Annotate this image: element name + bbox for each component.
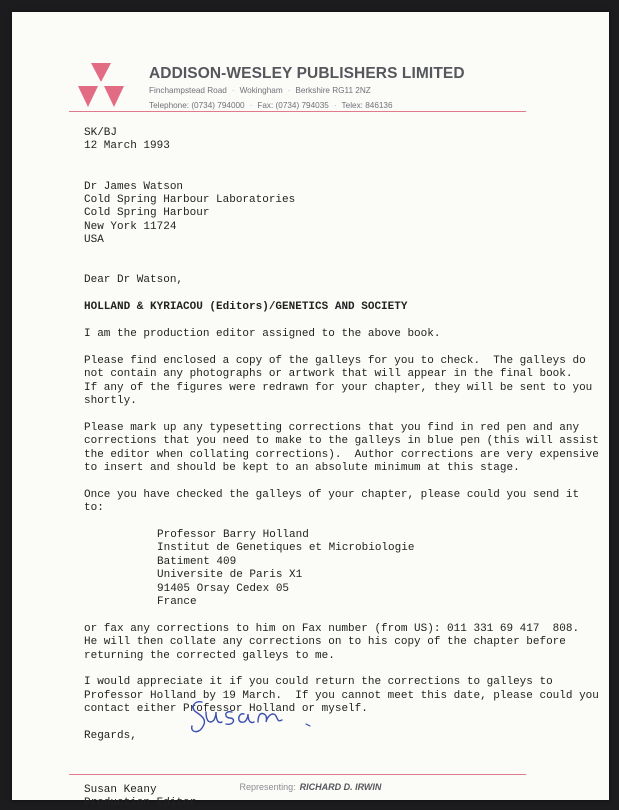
paragraph-6-line: contact either Professor Holland or myself.: [84, 703, 368, 716]
footer: [12, 782, 609, 792]
logo-triangle-right: [104, 86, 124, 107]
contact-telephone: Telephone: (0734) 794000: [149, 101, 245, 110]
forward-address-line: Professor Barry Holland: [157, 529, 309, 542]
salutation: Dear Dr Watson,: [84, 274, 184, 287]
footer-label: Representing:: [239, 782, 296, 792]
paragraph-5-line: or fax any corrections to him on Fax number (from US): 011 331 69 417 808.: [84, 622, 580, 635]
company-contacts: Telephone: (0734) 794000 · Fax: (0734) 794035 · Telex: 846136: [149, 101, 393, 110]
paragraph-5-line: He will then collate any corrections on to his copy of the chapter before: [84, 636, 566, 649]
paragraph-6-line: Professor Holland by 19 March. If you cannot meet this date, please could you: [84, 689, 599, 702]
recipient-line: Cold Spring Harbour Laboratories: [84, 194, 296, 206]
paragraph-2-line: shortly.: [84, 395, 137, 408]
logo-triangle-left: [78, 86, 98, 107]
recipient-line: Dr James Watson: [84, 180, 184, 193]
forward-address-line: 91405 Orsay Cedex 05: [157, 582, 290, 595]
signer-name: Susan Keany: [84, 783, 157, 796]
paragraph-4-line: to:: [84, 502, 104, 515]
paragraph-2-line: not contain any photographs or artwork that will appear in the final book.: [84, 368, 573, 381]
address-street: Finchampstead Road: [149, 86, 227, 95]
logo-triangle-top: [91, 63, 111, 82]
forward-address-line: France: [157, 596, 197, 609]
paragraph-5-line: returning the corrected galleys to me.: [84, 649, 335, 662]
paragraph-2-line: Please find enclosed a copy of the galleys for you to check. The galleys do: [84, 354, 586, 367]
date: 12 March 1993: [84, 140, 170, 153]
footer-company: RICHARD D. IRWIN: [299, 782, 382, 792]
contact-telex: Telex: 846136: [341, 101, 393, 110]
paragraph-3-line: the editor when collating corrections). Author corrections are very expensive: [84, 448, 599, 461]
closing: Regards,: [84, 730, 137, 743]
addison-wesley-logo: [69, 62, 133, 114]
forward-address-line: Batiment 409: [157, 555, 237, 568]
paragraph-3-line: corrections that you need to make to the galleys in blue pen (this will assist: [84, 435, 599, 448]
paragraph-1: I am the production editor assigned to the above book.: [84, 328, 441, 340]
letter-page: [12, 12, 609, 810]
reference: SK/BJ: [84, 127, 118, 139]
address-county: Berkshire RG11 2NZ: [295, 86, 371, 95]
signer-title: Production Editor: [84, 797, 197, 810]
paragraph-6-line: I would appreciate it if you could return the corrections to galleys to: [84, 676, 553, 689]
address-town: Wokingham: [239, 86, 283, 95]
company-address: Finchampstead Road · Wokingham · Berkshire RG11 2NZ: [149, 86, 371, 95]
handwritten-signature: [188, 694, 338, 740]
paragraph-3-line: to insert and should be kept to an absolute minimum at this stage.: [84, 462, 520, 475]
recipient-line: New York 11724: [84, 220, 177, 233]
forward-address-line: Institut de Genetiques et Microbiologie: [157, 542, 415, 555]
paragraph-3-line: Please mark up any typesetting corrections that you find in red pen and any: [84, 421, 580, 434]
recipient-line: USA: [84, 234, 104, 247]
recipient-line: Cold Spring Harbour: [84, 207, 210, 220]
header-rule: [69, 111, 526, 112]
subject-line: HOLLAND & KYRIACOU (Editors)/GENETICS AND SOCIETY: [84, 301, 408, 314]
footer-rule: [69, 774, 526, 775]
contact-fax: Fax: (0734) 794035: [257, 101, 329, 110]
paragraph-4-line: Once you have checked the galleys of your chapter, please could you send it: [84, 488, 580, 501]
paragraph-2-line: If any of the figures were redrawn for your chapter, they will be sent to you: [84, 381, 593, 394]
forward-address-line: Universite de Paris X1: [157, 569, 303, 582]
company-name: ADDISON-WESLEY PUBLISHERS LIMITED: [149, 65, 465, 82]
